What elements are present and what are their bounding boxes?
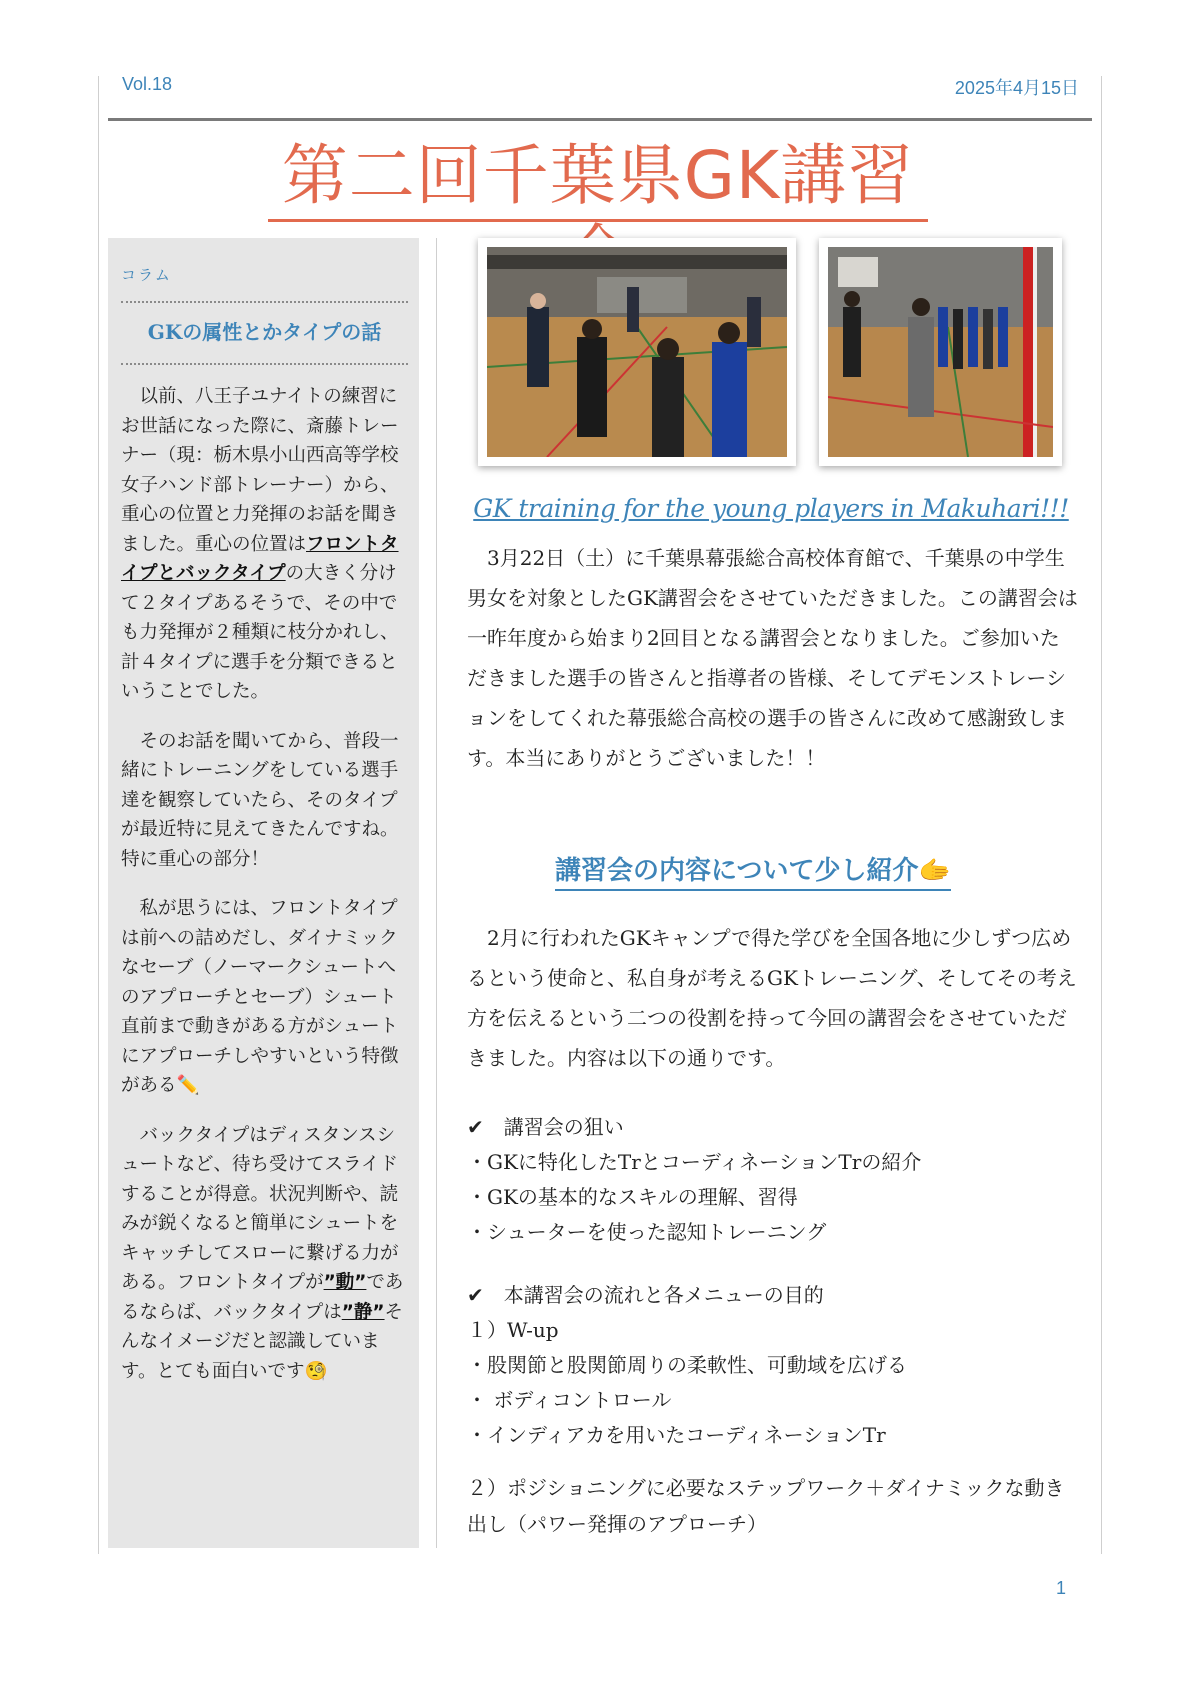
photo-caption: GK training for the young players in Makuhari!!!	[473, 494, 1069, 523]
aim-item: ・GKに特化したTrとコーディネーションTrの紹介	[467, 1150, 922, 1174]
volume-number: Vol.18	[122, 74, 173, 94]
underlined-dou: ”動”	[323, 1272, 367, 1293]
page-number: 1	[1056, 1578, 1067, 1598]
flow-item: ・インディアカを用いたコーディネーションTr	[467, 1423, 886, 1447]
page-edge-right	[1101, 76, 1102, 1554]
aim-item: ・シューターを使った認知トレーニング	[467, 1220, 827, 1244]
training-photo-left	[478, 238, 796, 466]
sidebar-body	[121, 382, 411, 1406]
underlined-type-terms: フロントタイプとバックタイプ	[121, 533, 399, 584]
gym-scene-illustration-left	[487, 247, 787, 457]
flow-list	[467, 1278, 1079, 1453]
sidebar-paragraph-4: バックタイプはディスタンスシュートなど、待ち受けてスライドすることが得意。状況判断や、読みが鋭くなると簡単にシュートをキャッチしてスローに繋げる力がある。フロントタイプが”動”であるならば、バックタイプは”静”そんなイメージだと認識しています。とても面白いです🧐	[121, 1124, 404, 1382]
header-rule	[108, 118, 1092, 121]
sidebar-paragraph-3: 私が思うには、フロントタイプは前への詰めだし、ダイナミックなセーブ（ノーマークシュートへのアプローチとセーブ）シュート直前まで動きがある方がシュートにアプローチしやすいという特徴がある✏️	[121, 898, 399, 1096]
gym-scene-illustration-right	[828, 247, 1053, 457]
training-photo-right	[819, 238, 1062, 466]
flow-item: ・ ボディコントロール	[467, 1388, 672, 1412]
sidebar-paragraph-1: 以前、八王子ユナイトの練習にお世話になった際に、斎藤トレーナー（現：栃木県小山西高等学校 女子ハンド部トレーナー）から、重心の位置と力発揮のお話を聞きました。重心の位置はフロントタイプとバックタイプの大きく分けて２タイプあるそうで、その中でも力発揮が２種類に枝分かれし、計４タイプに選手を分類できるということでした。	[121, 386, 399, 702]
sidebar-title: GKの属性とかタイプの話	[147, 320, 382, 344]
section-heading: 講習会の内容について少し紹介🫱	[555, 850, 951, 891]
issue-date: 2025年4月15日	[954, 78, 1079, 98]
aims-title: ✔ 講習会の狙い	[467, 1115, 624, 1139]
page-edge-left	[98, 76, 99, 1554]
title-underline	[268, 219, 928, 222]
column-label: コラム	[121, 266, 172, 284]
dotted-divider-bottom	[121, 363, 408, 365]
underlined-sei: ”静”	[341, 1301, 385, 1323]
flow-title: ✔ 本講習会の流れと各メニューの目的	[467, 1283, 824, 1307]
sidebar-column	[108, 238, 419, 1548]
page-title: 第二回千葉県GK講習	[281, 137, 915, 214]
flow-item: １）W-up	[467, 1318, 559, 1342]
intro-paragraph: 3月22日（土）に千葉県幕張総合高校体育館で、千葉県の中学生男女を対象としたGK講習会をさせていただきました。この講習会は一昨年度から始まり2回目となる講習会となりました。ご参加いただきました選手の皆さんと指導者の皆様、そしてデモンストレーションをしてくれた幕張総合高校の選手の皆さんに改めて感謝致します。本当にありがとうございました！！	[467, 546, 1078, 770]
flow-item: ・股関節と股関節周りの柔軟性、可動域を広げる	[467, 1353, 907, 1377]
aims-list	[467, 1110, 1079, 1250]
step-two-paragraph: ２）ポジショニングに必要なステップワーク＋ダイナミックな動き出し（パワー発揮のアプローチ）	[467, 1476, 1065, 1536]
sidebar-paragraph-2: そのお話を聞いてから、普段一緒にトレーニングをしている選手達を観察していたら、そのタイプが最近特に見えてきたんですね。特に重心の部分！	[121, 730, 399, 870]
dotted-divider-top	[121, 301, 408, 303]
column-divider	[436, 238, 437, 1548]
content-paragraph: 2月に行われたGKキャンプで得た学びを全国各地に少しずつ広めるという使命と、私自身が考えるGKトレーニング、そしてその考え方を伝えるという二つの役割を持って今回の講習会をさせていただきました。内容は以下の通りです。	[467, 926, 1077, 1070]
aim-item: ・GKの基本的なスキルの理解、習得	[467, 1185, 798, 1209]
